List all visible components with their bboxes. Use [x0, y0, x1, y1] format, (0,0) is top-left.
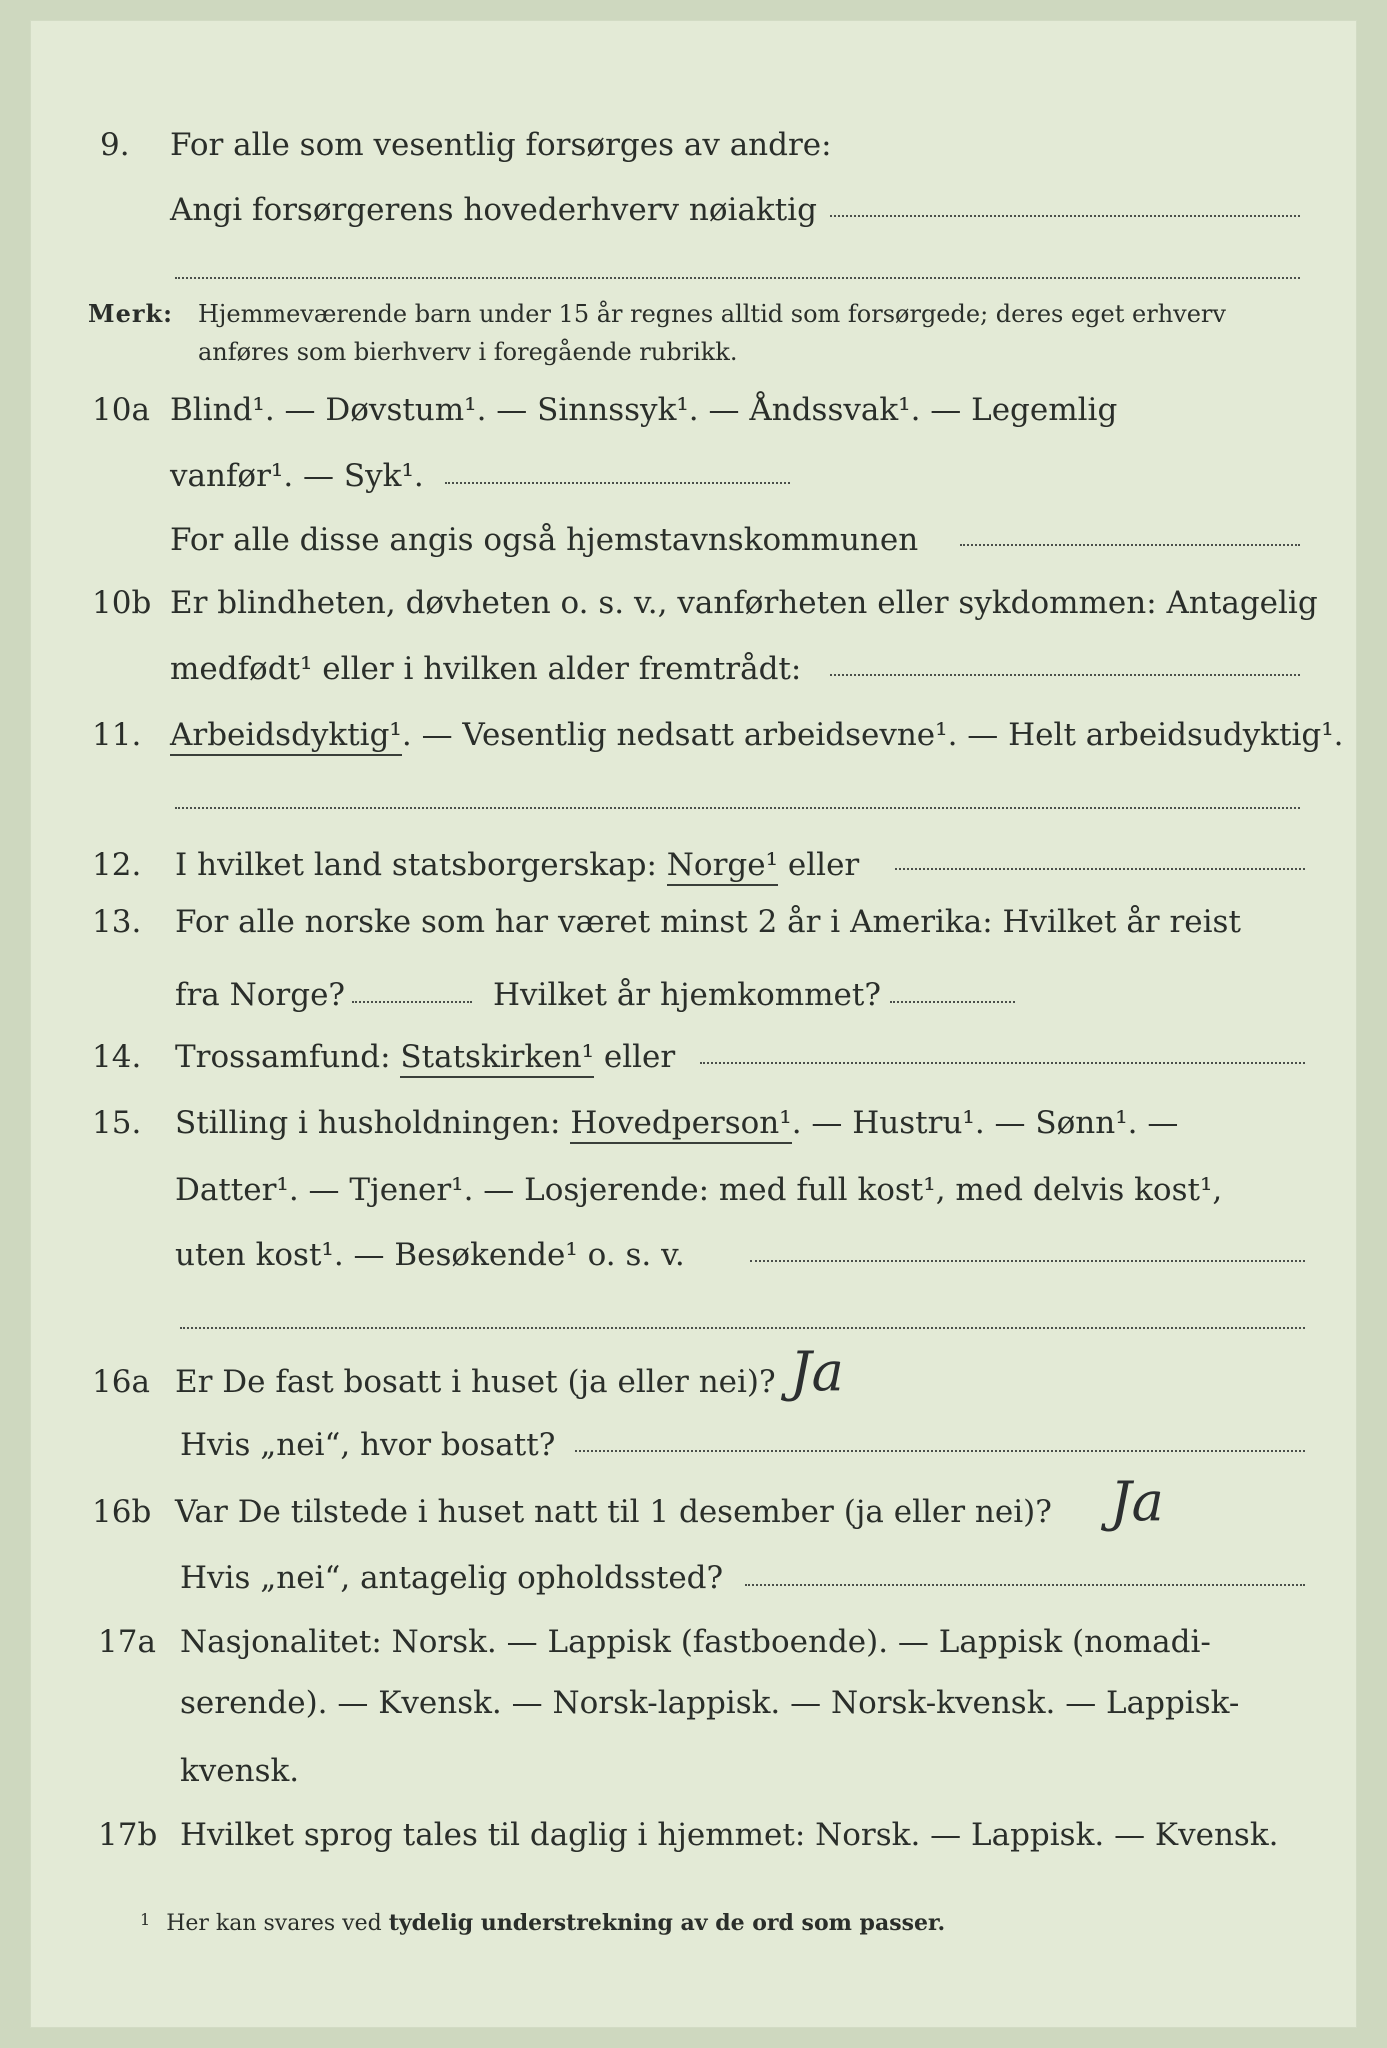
question-12 — [0, 840, 1387, 890]
footnote-text: Her kan svares ved — [166, 1911, 382, 1936]
question-number: 10a — [92, 392, 150, 428]
question-text: Nasjonalitet: Norsk. — Lappisk (fastboende). — Lappisk (nomadi- — [180, 1624, 1211, 1660]
question-text: Var De tilstede i huset natt til 1 desember (ja eller nei)? — [175, 1494, 1052, 1530]
note-label: Merk: — [88, 299, 173, 328]
answer-line[interactable] — [890, 1001, 1015, 1003]
question-10a — [0, 385, 1387, 435]
question-text-rest: . — Vesentlig nedsatt arbeidsevne¹. — Helt arbeidsudyktig¹. — [401, 717, 1344, 753]
question-text-pre: Stilling i husholdningen: — [175, 1105, 561, 1141]
answer-line[interactable] — [960, 544, 1300, 546]
question-9 — [0, 120, 1387, 170]
question-14 — [0, 1032, 1387, 1082]
answer-line[interactable] — [895, 868, 1305, 870]
answer-line[interactable] — [175, 807, 1300, 809]
question-13-line2 — [0, 970, 1387, 1020]
question-text: For alle norske som har været minst 2 år i Amerika: Hvilket år reist — [175, 904, 1241, 940]
question-number: 11. — [92, 717, 142, 753]
question-17a-line2 — [0, 1678, 1387, 1728]
question-17b — [0, 1810, 1387, 1860]
question-9-line2 — [0, 185, 1387, 235]
question-10a-line3 — [0, 515, 1387, 565]
answer-line[interactable] — [830, 215, 1300, 217]
question-text: fra Norge? — [175, 977, 346, 1013]
footnote — [140, 1910, 945, 1936]
question-10b — [0, 578, 1387, 628]
question-16b-line2 — [0, 1553, 1387, 1603]
question-text: For alle disse angis også hjemstavnskommunen — [170, 522, 919, 558]
question-number: 9. — [100, 127, 130, 163]
question-text: Datter¹. — Tjener¹. — Losjerende: med full kost¹, med delvis kost¹, — [175, 1172, 1223, 1208]
question-11 — [0, 710, 1387, 760]
question-number: 10b — [92, 585, 152, 621]
question-number: 13. — [92, 904, 142, 940]
footnote-mark: 1 — [140, 1910, 151, 1929]
question-text: medfødt¹ eller i hvilken alder fremtrådt: — [170, 651, 802, 687]
question-13 — [0, 897, 1387, 947]
question-text: Angi forsørgerens hovederhverv nøiaktig — [170, 192, 817, 228]
question-text — [175, 1032, 675, 1082]
question-number: 15. — [92, 1105, 142, 1141]
question-number: 14. — [92, 1039, 142, 1075]
question-17a — [0, 1617, 1387, 1667]
note — [88, 295, 1348, 375]
question-text: Er blindheten, døvheten o. s. v., vanførheten eller sykdommen: Antagelig — [170, 585, 1318, 621]
question-16b — [0, 1487, 1387, 1537]
question-15 — [0, 1098, 1387, 1148]
handwritten-answer[interactable]: Ja — [1110, 1470, 1164, 1533]
question-15-line3 — [0, 1230, 1387, 1280]
question-number: 16a — [92, 1364, 150, 1400]
question-10a-line2 — [0, 451, 1387, 501]
question-15-line2 — [0, 1165, 1387, 1215]
question-16a-line2 — [0, 1420, 1387, 1470]
answer-line[interactable] — [830, 674, 1300, 676]
question-text — [175, 1098, 1178, 1148]
question-text: For alle som vesentlig forsørges av andre: — [170, 127, 832, 163]
option-norge[interactable]: Norge¹ — [667, 847, 778, 886]
handwritten-answer[interactable]: Ja — [790, 1340, 844, 1403]
question-text-post: . — Hustru¹. — Sønn¹. — — [791, 1105, 1179, 1141]
option-arbeidsdyktig[interactable]: Arbeidsdyktig¹ — [170, 717, 402, 756]
question-17a-line3 — [0, 1746, 1387, 1796]
answer-line[interactable] — [575, 1450, 1305, 1452]
question-text-post: eller — [787, 847, 860, 883]
question-text — [175, 840, 859, 890]
question-text: Hvis „nei“, hvor bosatt? — [180, 1427, 556, 1463]
question-text: Hvis „nei“, antagelig opholdssted? — [180, 1560, 724, 1596]
answer-line[interactable] — [750, 1260, 1305, 1262]
answer-line[interactable] — [445, 482, 790, 484]
question-text: kvensk. — [180, 1753, 300, 1789]
question-number: 16b — [92, 1494, 152, 1530]
note-text: Hjemmeværende barn under 15 år regnes alltid som forsørgede; deres eget erhverv — [198, 300, 1226, 328]
question-10b-line2 — [0, 644, 1387, 694]
question-text: Hvilket sprog tales til daglig i hjemmet: Norsk. — Lappisk. — Kvensk. — [180, 1817, 1279, 1853]
answer-line[interactable] — [700, 1062, 1305, 1064]
answer-line[interactable] — [352, 1001, 472, 1003]
option-statskirken[interactable]: Statskirken¹ — [400, 1039, 594, 1078]
question-text: Blind¹. — Døvstum¹. — Sinnssyk¹. — Åndssvak¹. — Legemlig — [170, 392, 1118, 428]
question-text: vanfør¹. — Syk¹. — [170, 458, 424, 494]
question-number: 12. — [92, 847, 142, 883]
question-text-post: eller — [603, 1039, 676, 1075]
note-text: anføres som bierhverv i foregående rubrikk. — [198, 338, 738, 366]
question-text: uten kost¹. — Besøkende¹ o. s. v. — [175, 1237, 685, 1273]
question-text: Er De fast bosatt i huset (ja eller nei)? — [175, 1364, 776, 1400]
answer-line[interactable] — [180, 1327, 1305, 1329]
footnote-bold-text: tydelig understrekning av de ord som passer. — [388, 1910, 946, 1936]
question-text: serende). — Kvensk. — Norsk-lappisk. — Norsk-kvensk. — Lappisk- — [180, 1685, 1240, 1721]
question-text: Hvilket år hjemkommet? — [493, 977, 881, 1013]
question-number: 17a — [98, 1624, 156, 1660]
option-hovedperson[interactable]: Hovedperson¹ — [570, 1105, 791, 1144]
answer-line[interactable] — [745, 1584, 1305, 1586]
question-text-pre: I hvilket land statsborgerskap: — [175, 847, 657, 883]
question-16a — [0, 1357, 1387, 1407]
question-number: 17b — [98, 1817, 158, 1853]
question-text — [170, 710, 1344, 760]
answer-line[interactable] — [175, 277, 1300, 279]
question-text-pre: Trossamfund: — [175, 1039, 391, 1075]
